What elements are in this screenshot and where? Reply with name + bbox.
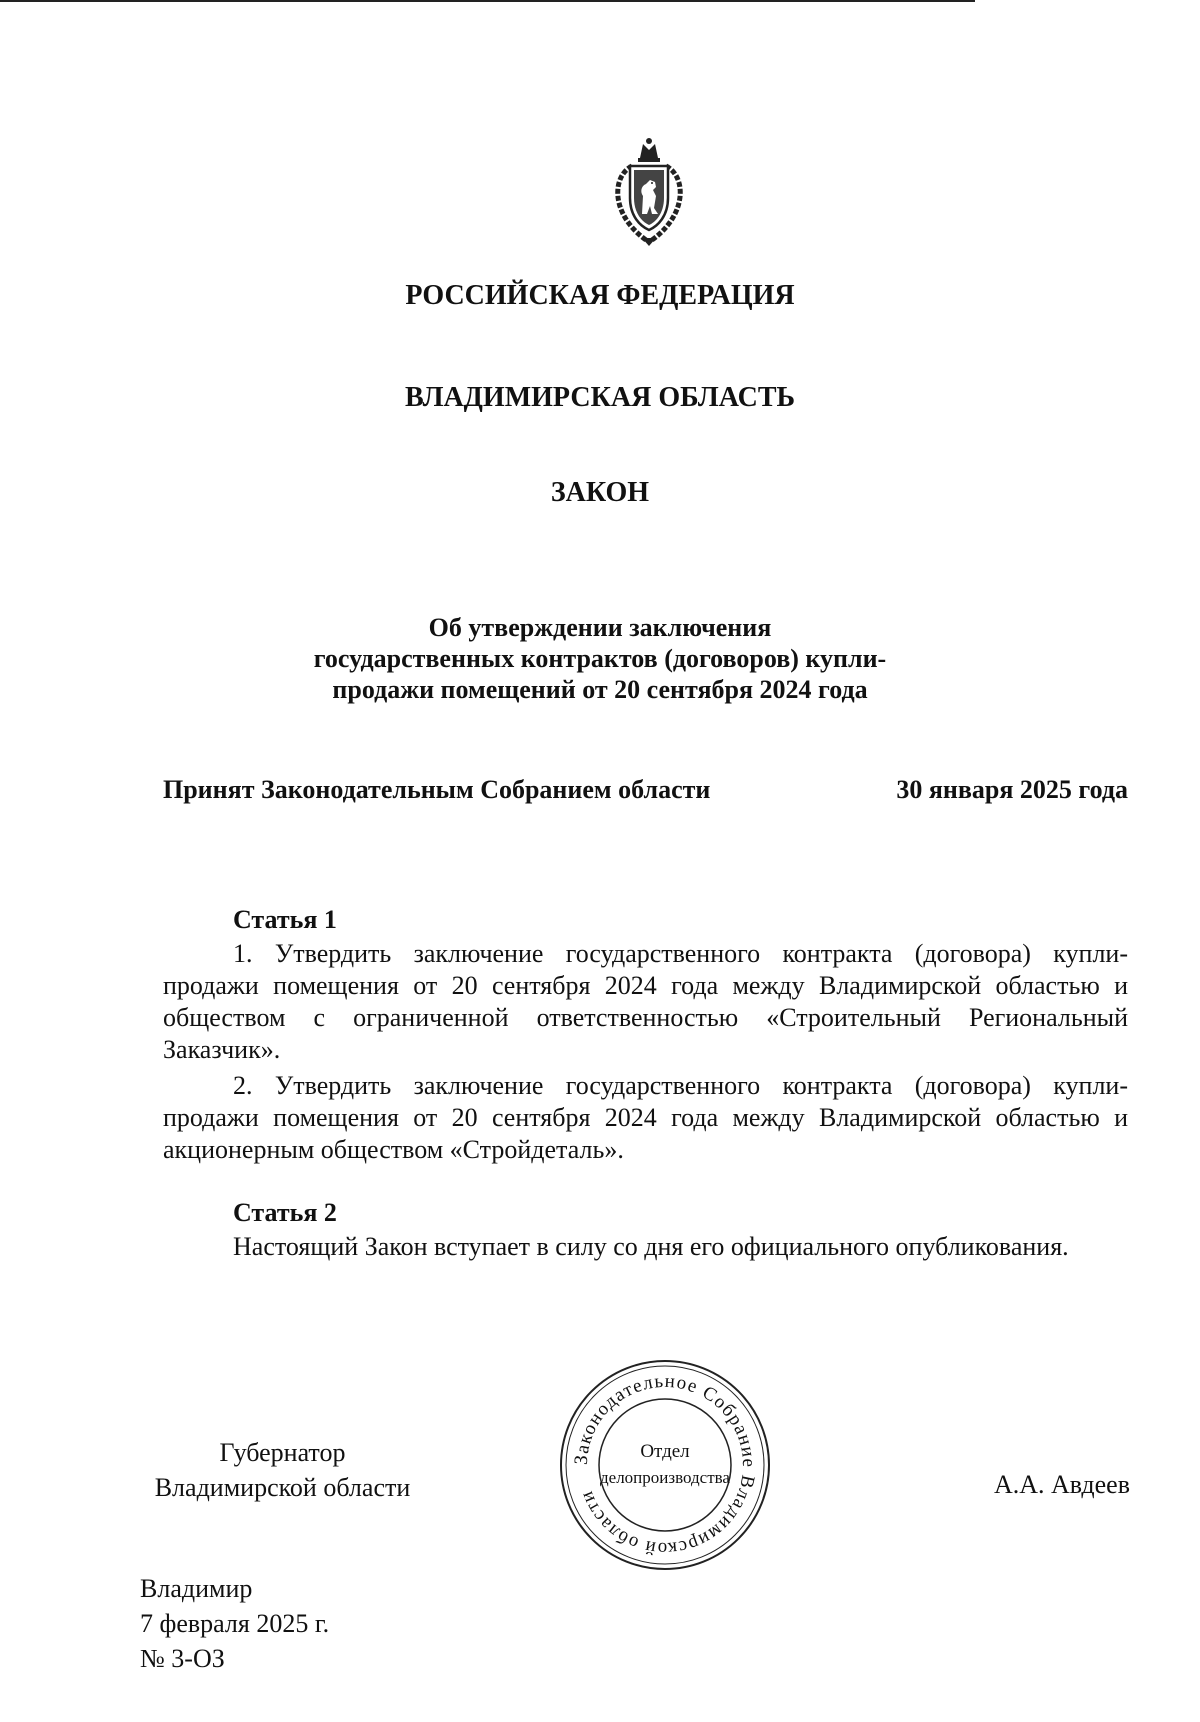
scan-edge-line	[0, 0, 975, 2]
article-1-title: Статья 1	[233, 905, 337, 934]
official-seal-icon	[555, 1355, 775, 1575]
issue-date: 7 февраля 2025 г.	[140, 1609, 330, 1638]
article-2-title: Статья 2	[233, 1198, 337, 1227]
law-title	[0, 612, 1200, 705]
signatory-position-line: Губернатор	[219, 1438, 346, 1467]
issue-place-date-number	[140, 1571, 329, 1676]
law-title-line: государственных контрактов (договоров) купли-	[313, 644, 887, 673]
signatory-name: А.А. Авдеев	[993, 1470, 1130, 1499]
signatory-position	[140, 1435, 425, 1505]
signatory-position-line: Владимирской области	[154, 1473, 411, 1502]
seal-inner-line: делопроизводства	[600, 1468, 730, 1487]
law-number: № 3-ОЗ	[140, 1644, 225, 1673]
article-1-paragraph-2: 2. Утвердить заключение государственного контракта (договора) купли-продажи помещения от 20 сентября 2024 года между Владимирской областью и акционерным обществом «Стройдеталь».	[163, 1071, 1128, 1164]
issue-city: Владимир	[140, 1574, 253, 1603]
adopted-by: Принят Законодательным Собранием области	[163, 775, 711, 804]
document-type-heading: ЗАКОН	[550, 477, 650, 508]
seal-inner-line: Отдел	[640, 1441, 690, 1462]
country-heading: РОССИЙСКАЯ ФЕДЕРАЦИЯ	[405, 280, 795, 311]
region-heading: ВЛАДИМИРСКАЯ ОБЛАСТЬ	[404, 382, 796, 413]
law-title-line: продажи помещений от 20 сентября 2024 года	[332, 675, 868, 704]
law-title-line: Об утверждении заключения	[428, 613, 772, 642]
article-1-paragraph-1: 1. Утвердить заключение государственного контракта (договора) купли-продажи помещения от 20 сентября 2024 года между Владимирской областью и обществом с ограниченной ответственностью «Строительный Региональный Заказчик».	[163, 939, 1128, 1064]
article-2-paragraph-1: Настоящий Закон вступает в силу со дня его официального опубликования.	[233, 1232, 1069, 1261]
coat-of-arms-icon	[602, 136, 696, 248]
adopted-date: 30 января 2025 года	[896, 775, 1128, 804]
seal-outer-text: Законодательное Собрание Владимирской области	[570, 1370, 760, 1560]
